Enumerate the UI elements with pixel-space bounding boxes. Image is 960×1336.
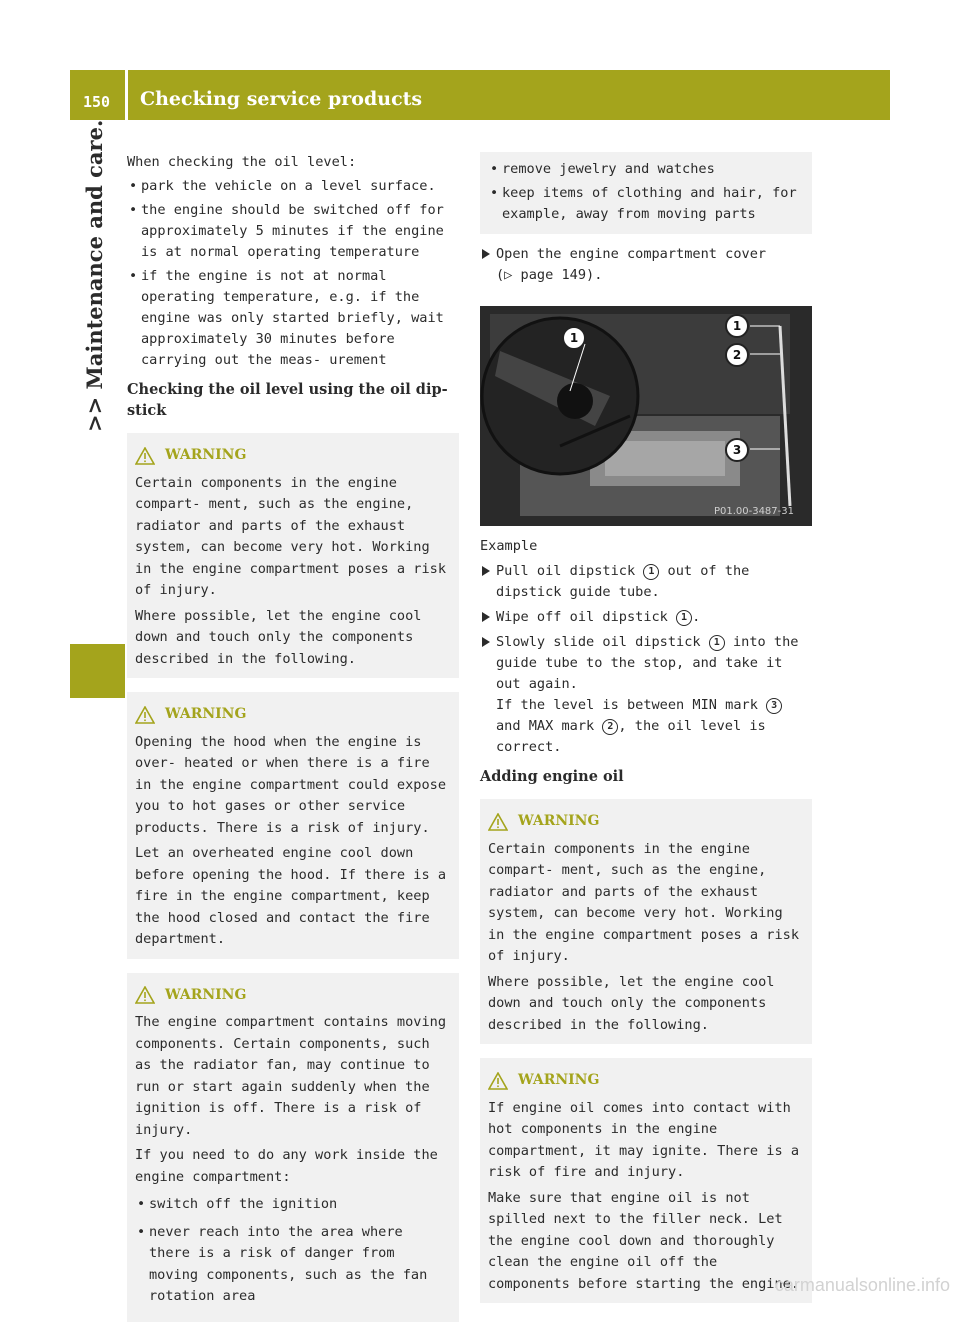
engine-illustration bbox=[480, 306, 812, 526]
list-item: • park the vehicle on a level surface. bbox=[127, 176, 459, 197]
warning-text: Where possible, let the engine cool down and touch only the components described in the following. bbox=[488, 973, 775, 1033]
section-heading: Adding engine oil bbox=[480, 768, 624, 785]
right-column bbox=[480, 152, 812, 1317]
page-reference-link[interactable]: (▷ page 149). bbox=[496, 267, 603, 283]
warning-triangle-icon bbox=[135, 986, 155, 1004]
callout-1: 1 bbox=[562, 326, 586, 350]
warning-triangle-icon bbox=[488, 1072, 508, 1090]
photo-caption: Example bbox=[480, 538, 538, 554]
warning-text: Certain components in the engine compart- ment, such as the engine, radiator and parts of the exhaust system, can become very hot. Working in the engine compartment poses a risk of injury. bbox=[135, 474, 446, 598]
instruction-step: Pull oil dipstick 1 out of the dipstick guide tube. bbox=[480, 561, 812, 603]
warning-text: Where possible, let the engine cool down and touch only the components described in the following. bbox=[135, 607, 422, 667]
warning-text: If you need to do any work inside the engine compartment: bbox=[135, 1147, 438, 1185]
list-item: • the engine should be switched off for approximately 5 minutes if the engine is at normal operating temperature bbox=[127, 200, 459, 263]
warning-box bbox=[480, 1058, 812, 1303]
warning-text: Opening the hood when the engine is over- heated or when there is a fire in the engine compartment could expose you to hot gases or other service products. There is a risk of injury. bbox=[135, 733, 446, 836]
photo-code: P01.00-3487-31 bbox=[713, 506, 794, 517]
warning-title: WARNING bbox=[135, 985, 451, 1007]
instruction-step: Open the engine compartment cover (▷ page 149). bbox=[480, 244, 812, 286]
warning-title: WARNING bbox=[488, 811, 804, 833]
callout-2: 2 bbox=[725, 343, 749, 367]
callout-number: 1 bbox=[643, 564, 659, 580]
warning-title: WARNING bbox=[488, 1070, 804, 1092]
warning-triangle-icon bbox=[488, 813, 508, 831]
warning-title: WARNING bbox=[135, 445, 451, 467]
warning-continuation bbox=[480, 152, 812, 234]
warning-box bbox=[127, 433, 459, 678]
page-title: Checking service products bbox=[140, 88, 423, 110]
warning-text: If engine oil comes into contact with hot components in the engine compartment, it may ignite. There is a risk of fire and injury. bbox=[488, 1099, 799, 1180]
callout-1: 1 bbox=[725, 314, 749, 338]
callout-3: 3 bbox=[725, 438, 749, 462]
watermark: carmanualsonline.info bbox=[774, 1275, 950, 1295]
warning-title: WARNING bbox=[135, 704, 451, 726]
warning-box bbox=[127, 973, 459, 1322]
callout-number: 2 bbox=[602, 719, 618, 735]
page-number: 150 bbox=[83, 93, 111, 111]
callout-number: 1 bbox=[676, 610, 692, 626]
list-item: • remove jewelry and watches bbox=[488, 159, 804, 180]
header-divider bbox=[125, 70, 128, 120]
warning-text: The engine compartment contains moving components. Certain components, such as the radiator fan, may continue to run or start again suddenly when the ignition is off. There is a risk of injury. bbox=[135, 1014, 446, 1138]
engine-compartment-photo bbox=[480, 306, 812, 526]
warning-triangle-icon bbox=[135, 447, 155, 465]
warning-box bbox=[480, 799, 812, 1044]
warning-triangle-icon bbox=[135, 706, 155, 724]
intro-text: When checking the oil level: bbox=[127, 154, 357, 170]
warning-box bbox=[127, 692, 459, 959]
section-heading: Checking the oil level using the oil dip- stick bbox=[127, 381, 448, 419]
left-column bbox=[127, 152, 459, 1336]
list-item: • keep items of clothing and hair, for example, away from moving parts bbox=[488, 183, 804, 225]
list-item: • if the engine is not at normal operating temperature, e.g. if the engine was only started briefly, wait approximately 30 minutes before carrying out the meas- urement bbox=[127, 266, 459, 371]
warning-text: Certain components in the engine compart- ment, such as the engine, radiator and parts of the exhaust system, can become very hot. Working in the engine compartment poses a risk of injury. bbox=[488, 840, 799, 964]
list-item: • switch off the ignition bbox=[135, 1194, 451, 1216]
warning-text: Let an overheated engine cool down before opening the hood. If there is a fire in the engine compartment, keep the hood closed and contact the fire department. bbox=[135, 845, 446, 947]
warning-text: Make sure that engine oil is not spilled next to the filler neck. Let the engine cool down and thoroughly clean the engine oil off the components before starting the engine. bbox=[488, 1189, 799, 1292]
callout-number: 1 bbox=[709, 635, 725, 651]
list-item: • never reach into the area where there is a risk of danger from moving components, such as the fan rotation area bbox=[135, 1222, 451, 1308]
callout-number: 3 bbox=[766, 698, 782, 714]
section-side-tab[interactable]: >> Maintenance and care. bbox=[82, 120, 107, 433]
instruction-step: Wipe off oil dipstick 1 . bbox=[480, 607, 812, 628]
instruction-step: Slowly slide oil dipstick 1 into the guide tube to the stop, and take it out again. If the level is between MIN mark 3 and MAX mark 2 , the oil level is correct. bbox=[480, 632, 812, 758]
side-tab-marker bbox=[70, 644, 125, 698]
